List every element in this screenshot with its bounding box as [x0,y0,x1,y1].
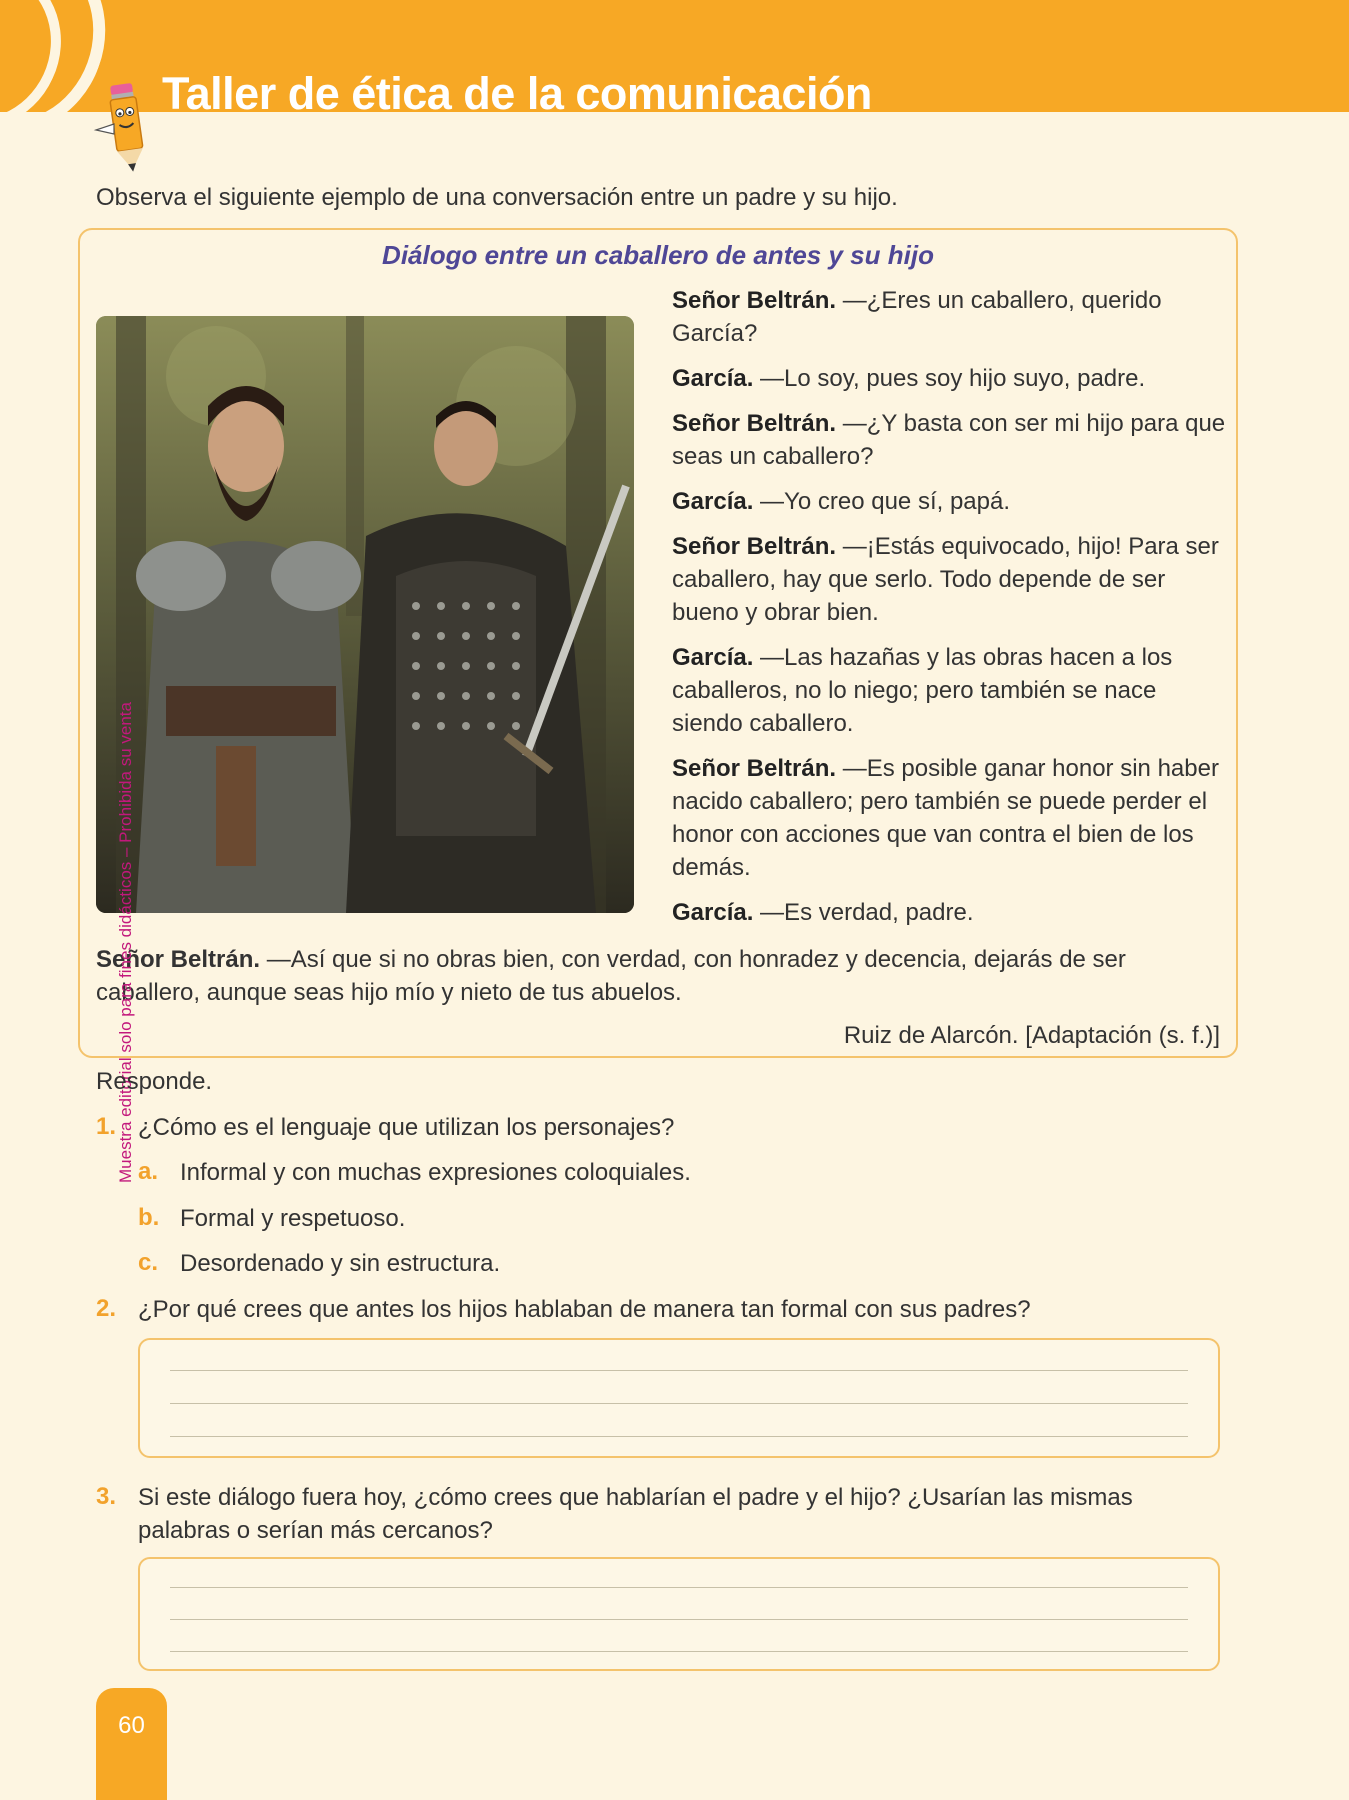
dialog-line: Señor Beltrán. —¿Eres un caballero, querido García? [672,287,1162,347]
responde-heading: Responde. [96,1068,213,1095]
option-text[interactable]: Informal y con muchas expresiones coloquiales. [180,1159,691,1186]
source-citation: Ruiz de Alarcón. [Adaptación (s. f.)] [843,1022,1220,1049]
dialog-line: García. —Yo creo que sí, papá. [672,488,1011,515]
option-letter: c. [138,1249,159,1276]
dialog-line: García. —Es verdad, padre. [672,899,974,926]
dialog-line: Señor Beltrán. —Es posible ganar honor sin haber nacido caballero; pero también se puede perder el honor con acciones que van contra el bien de los demás. [672,755,1219,881]
dialog-line: Señor Beltrán. —¿Y basta con ser mi hijo para que seas un caballero? [672,410,1226,470]
answer-line [170,1651,1188,1652]
question-text: ¿Cómo es el lenguaje que utilizan los personajes? [138,1114,675,1141]
question-number: 3. [96,1483,117,1510]
page-number: 60 [118,1712,145,1739]
dialog-line: Señor Beltrán. —¡Estás equivocado, hijo! Para ser caballero, hay que serlo. Todo depende de ser bueno y obrar bien. [672,533,1219,626]
answer-line [170,1619,1188,1620]
option-letter: a. [138,1158,159,1185]
question-number: 1. [96,1113,117,1140]
answer-box[interactable] [138,1557,1220,1671]
answer-line [170,1587,1188,1588]
dialog-final-line: Señor Beltrán. —Así que si no obras bien, con verdad, con honradez y decencia, dejarás de ser caballero, aunque seas hijo mío y nieto de tus abuelos. [96,946,1126,1006]
dialog-title: Diálogo entre un caballero de antes y su hijo [382,240,934,270]
option-text[interactable]: Desordenado y sin estructura. [180,1250,501,1277]
answer-box[interactable] [138,1338,1220,1458]
page-tab [96,1688,167,1800]
question-text: ¿Por qué crees que antes los hijos hablaban de manera tan formal con sus padres? [138,1296,1031,1323]
dialog-lines [672,284,1232,941]
watermark: Muestra editorial solo para fines didácticos – Prohibida su venta [116,702,135,1183]
knights-photo [96,316,634,913]
question-text: Si este diálogo fuera hoy, ¿cómo crees que hablarían el padre y el hijo? ¿Usarían las mismas palabras o serían más cercanos? [138,1484,1133,1544]
option-text[interactable]: Formal y respetuoso. [180,1205,406,1232]
answer-line [170,1370,1188,1371]
answer-line [170,1403,1188,1404]
option-letter: b. [138,1204,160,1231]
dialog-line: García. —Lo soy, pues soy hijo suyo, padre. [672,365,1146,392]
pencil-mascot-icon [92,78,162,178]
question-number: 2. [96,1295,117,1322]
answer-line [170,1436,1188,1437]
knights-illustration [96,316,634,913]
intro-text: Observa el siguiente ejemplo de una conversación entre un padre y su hijo. [96,184,898,211]
page-title: Taller de ética de la comunicación [162,68,872,119]
dialog-line: García. —Las hazañas y las obras hacen a los caballeros, no lo niego; pero también se nace siendo caballero. [672,644,1173,737]
